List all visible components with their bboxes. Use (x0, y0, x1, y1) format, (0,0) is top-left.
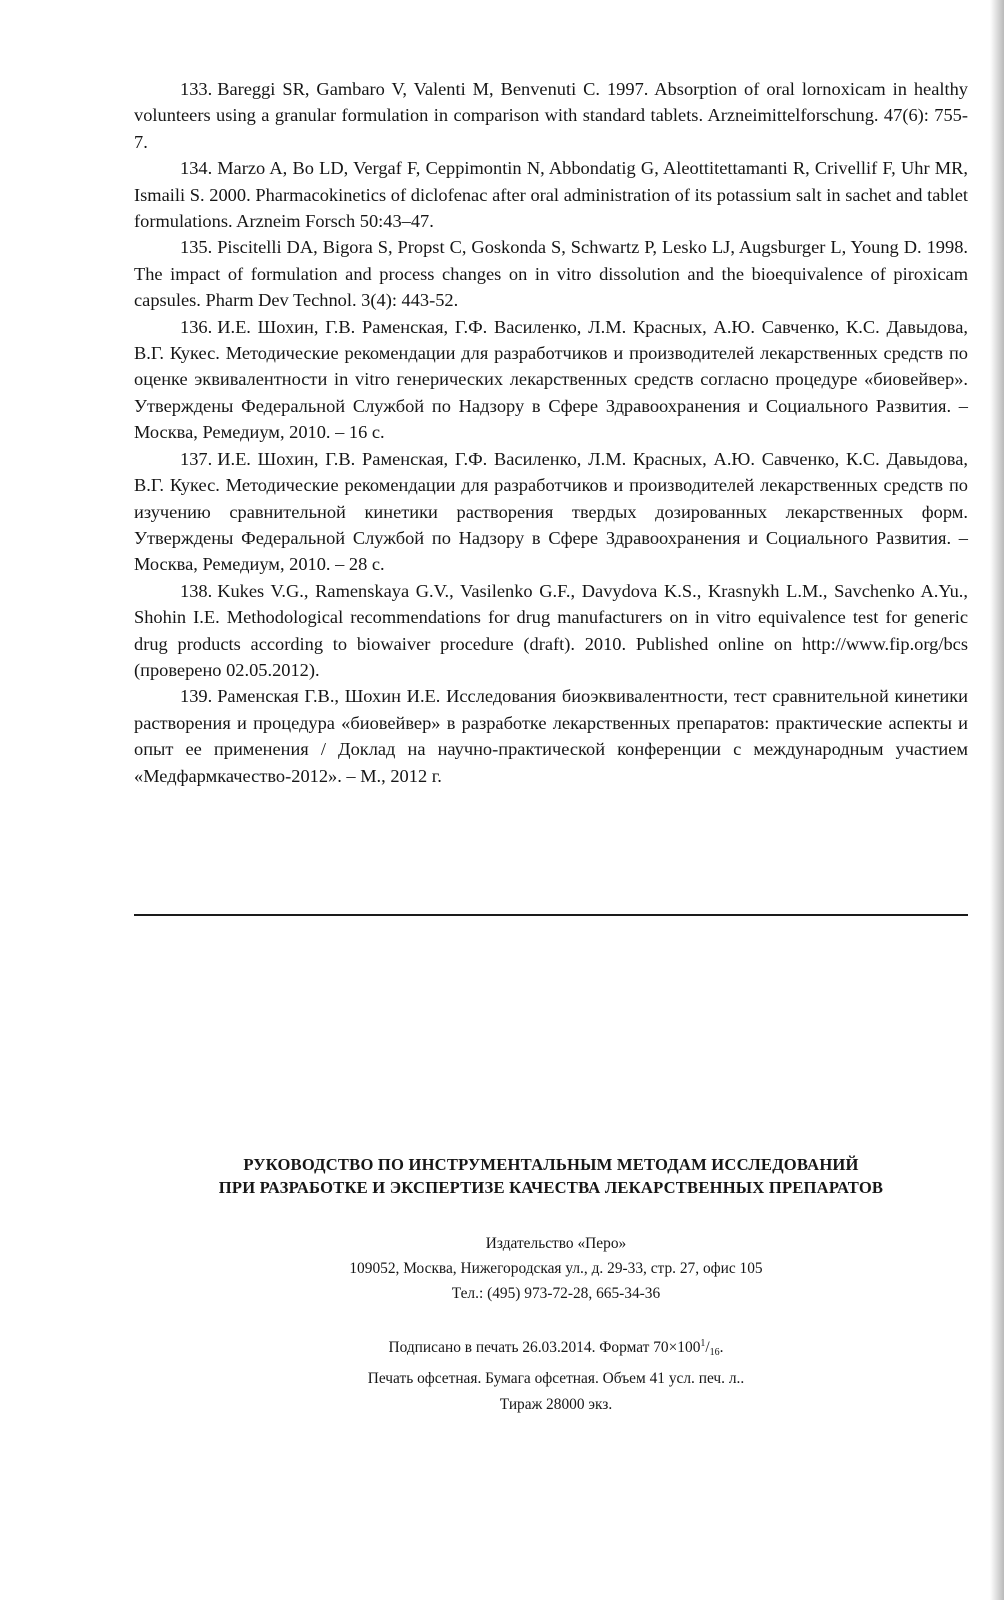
reference-number: 134. (180, 158, 213, 179)
reference-item (134, 155, 968, 234)
reference-text: Piscitelli DA, Bigora S, Propst C, Goskonda S, Schwartz P, Lesko LJ, Augsburger L, Young D. 1998. The impact of formulation and process changes on in vitro dissolution and the bioequivalence of piroxicam capsules. Pharm Dev Technol. 3(4): 443-52. (134, 237, 968, 311)
format-denominator: 16 (709, 1347, 720, 1358)
section-divider (134, 914, 968, 916)
reference-text: Kukes V.G., Ramenskaya G.V., Vasilenko G.F., Davydova K.S., Krasnykh L.M., Savchenko A.Yu., Shohin I.E. Methodological recommendations for drug manufacturers on in vitro equivalence test for generic drug products according to biowaiver procedure (draft). 2010. Published online on http://www.fip.org/bcs (проверено 02.05.2012). (134, 580, 968, 680)
print-info (200, 1331, 912, 1418)
reference-list (134, 76, 968, 789)
signed-to-print-suffix: . (719, 1339, 724, 1356)
signed-to-print (200, 1331, 912, 1366)
reference-text: Раменская Г.В., Шохин И.Е. Исследования биоэквивалентности, тест сравнительной кинетики растворения и процедура «биовейвер» в разработке лекарственных препаратов: практические аспекты и опыт ее применения / Доклад на научно-практической конференции с международным участием «Медфармкачество-2012». – М., 2012 г. (134, 686, 968, 786)
format-numerator: 1 (700, 1338, 706, 1349)
reference-text: И.Е. Шохин, Г.В. Раменская, Г.Ф. Василенко, Л.М. Красных, А.Ю. Савченко, К.С. Давыдова, В.Г. Кукес. Методические рекомендации для разработчиков и производителей лекарственных средств по оценке эквивалентности in vitro генерических лекарственных средств согласно процедуре «биовейвер». Утверждены Федеральной Службой по Надзору в Сфере Здравоохранения и Социального Развития. – Москва, Ремедиум, 2010. – 16 с. (134, 316, 968, 443)
reference-number: 139. (180, 686, 213, 707)
reference-item (134, 446, 968, 578)
page-edge-shadow (990, 0, 1004, 1600)
reference-item (134, 234, 968, 313)
reference-number: 133. (180, 79, 213, 99)
reference-item (134, 314, 968, 446)
book-title-line: ПРИ РАЗРАБОТКЕ И ЭКСПЕРТИЗЕ КАЧЕСТВА ЛЕКАРСТВЕННЫХ ПРЕПАРАТОВ (218, 1178, 884, 1197)
reference-text: И.Е. Шохин, Г.В. Раменская, Г.Ф. Василенко, Л.М. Красных, А.Ю. Савченко, К.С. Давыдова, В.Г. Кукес. Методические рекомендации для разработчиков и производителей лекарственных средств по изучению сравнительной кинетики растворения твердых дозированных лекарственных форм. Утверждены Федеральной Службой по Надзору в Сфере Здравоохранения и Социального Развития. – Москва, Ремедиум, 2010. – 28 с. (134, 448, 968, 575)
publisher-info (200, 1231, 912, 1306)
reference-item (134, 578, 968, 684)
reference-item (134, 76, 968, 155)
publisher-phone: Тел.: (495) 973-72-28, 665-34-36 (451, 1285, 661, 1302)
book-title (134, 1153, 968, 1199)
paper-and-volume: Печать офсетная. Бумага офсетная. Объем 41 усл. печ. л.. (367, 1370, 745, 1387)
reference-item (134, 683, 968, 789)
reference-number: 138. (180, 580, 213, 601)
reference-text: Marzo A, Bo LD, Vergaf F, Ceppimontin N, Abbondatig G, Aleottitettamanti R, Crivellif F, Uhr MR, Ismaili S. 2000. Pharmacokinetics of diclofenac after oral administration of its potassium salt in sachet and tablet formulations. Arzneim Forsch 50:43–47. (134, 158, 968, 232)
book-title-line: РУКОВОДСТВО ПО ИНСТРУМЕНТАЛЬНЫМ МЕТОДАМ ИССЛЕДОВАНИЙ (243, 1155, 859, 1174)
reference-number: 136. (180, 316, 213, 337)
print-circulation: Тираж 28000 экз. (499, 1396, 613, 1413)
signed-to-print-text: Подписано в печать 26.03.2014. Формат 70×100 (388, 1339, 701, 1356)
publisher-name: Издательство «Перо» (485, 1235, 627, 1252)
format-fraction: $^1/_{16}$ (700, 1338, 720, 1358)
reference-number: 137. (180, 448, 213, 469)
reference-text: Bareggi SR, Gambaro V, Valenti M, Benvenuti C. 1997. Absorption of oral lornoxicam in healthy volunteers using a granular formulation in comparison with standard tablets. Arzneimittelforschung. 47(6): 755-7. (134, 79, 968, 152)
publisher-address: 109052, Москва, Нижегородская ул., д. 29-33, стр. 27, офис 105 (349, 1260, 763, 1277)
reference-number: 135. (180, 237, 213, 258)
